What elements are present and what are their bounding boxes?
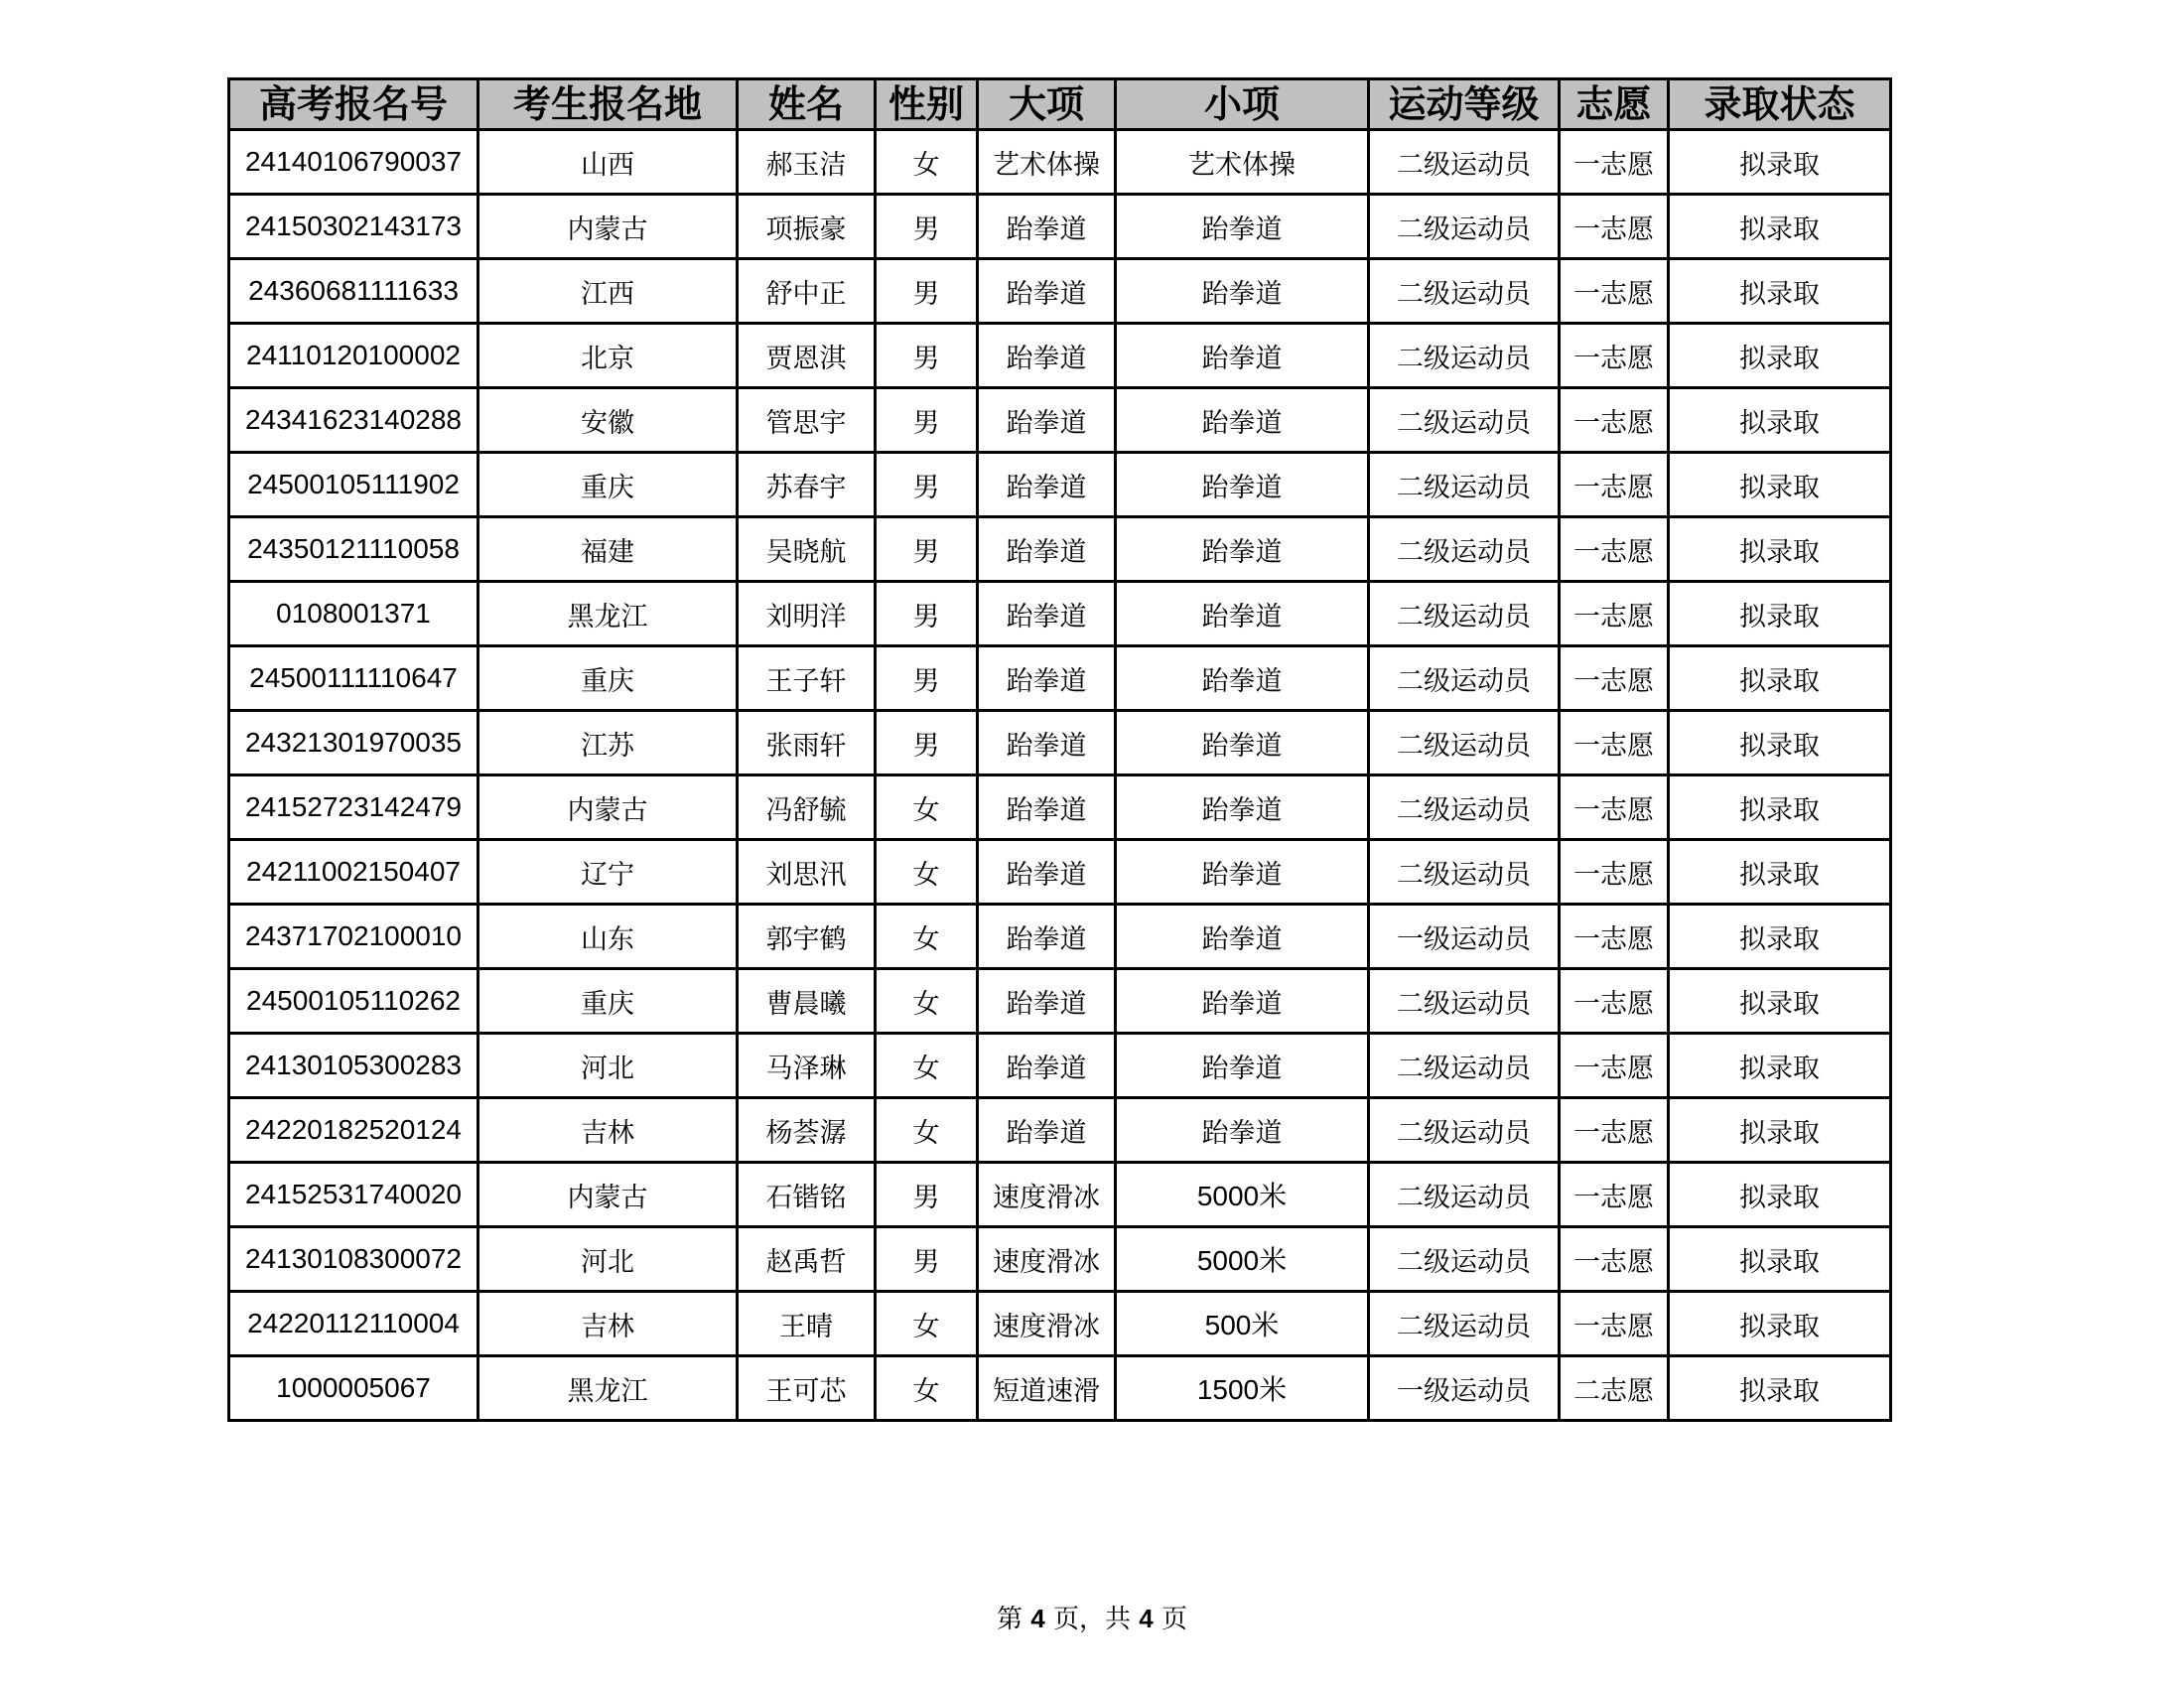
cell-name: 贾恩淇 — [738, 324, 876, 388]
table-body — [229, 130, 1891, 1421]
cell-admission-status: 拟录取 — [1669, 1292, 1891, 1356]
cell-registration-place: 内蒙古 — [478, 775, 738, 840]
cell-sport-event: 跆拳道 — [1116, 259, 1369, 324]
cell-sport-event: 跆拳道 — [1116, 1098, 1369, 1163]
cell-athlete-level: 二级运动员 — [1369, 1163, 1560, 1227]
header-col-athlete-level: 运动等级 — [1369, 79, 1560, 130]
cell-athlete-level: 二级运动员 — [1369, 1227, 1560, 1292]
cell-registration-place: 黑龙江 — [478, 582, 738, 646]
page-footer — [0, 1599, 2184, 1635]
cell-admission-status: 拟录取 — [1669, 969, 1891, 1034]
cell-exam-id: 24130105300283 — [229, 1034, 478, 1098]
cell-registration-place: 黑龙江 — [478, 1356, 738, 1421]
cell-registration-place: 福建 — [478, 517, 738, 582]
cell-admission-status: 拟录取 — [1669, 582, 1891, 646]
cell-gender: 女 — [876, 775, 978, 840]
total-page-number: 4 — [1139, 1604, 1154, 1633]
cell-exam-id: 24350121110058 — [229, 517, 478, 582]
cell-admission-status: 拟录取 — [1669, 1034, 1891, 1098]
cell-registration-place: 辽宁 — [478, 840, 738, 905]
cell-sport-category: 短道速滑 — [978, 1356, 1116, 1421]
table-row — [229, 195, 1891, 259]
cell-name: 杨荟潺 — [738, 1098, 876, 1163]
cell-exam-id: 24500105110262 — [229, 969, 478, 1034]
cell-preference: 一志愿 — [1560, 1034, 1669, 1098]
cell-exam-id: 24371702100010 — [229, 905, 478, 969]
cell-registration-place: 山西 — [478, 130, 738, 195]
cell-sport-category: 跆拳道 — [978, 969, 1116, 1034]
cell-sport-category: 跆拳道 — [978, 259, 1116, 324]
cell-admission-status: 拟录取 — [1669, 388, 1891, 453]
cell-preference: 一志愿 — [1560, 840, 1669, 905]
cell-preference: 一志愿 — [1560, 195, 1669, 259]
cell-gender: 男 — [876, 711, 978, 775]
cell-gender: 女 — [876, 130, 978, 195]
cell-sport-event: 跆拳道 — [1116, 453, 1369, 517]
cell-name: 舒中正 — [738, 259, 876, 324]
cell-sport-category: 跆拳道 — [978, 582, 1116, 646]
cell-registration-place: 河北 — [478, 1227, 738, 1292]
table-row — [229, 905, 1891, 969]
cell-athlete-level: 一级运动员 — [1369, 905, 1560, 969]
cell-exam-id: 24152531740020 — [229, 1163, 478, 1227]
table-row — [229, 388, 1891, 453]
cell-sport-category: 跆拳道 — [978, 1098, 1116, 1163]
cell-exam-id: 24150302143173 — [229, 195, 478, 259]
cell-sport-category: 跆拳道 — [978, 775, 1116, 840]
cell-exam-id: 24211002150407 — [229, 840, 478, 905]
cell-preference: 一志愿 — [1560, 130, 1669, 195]
table-row — [229, 517, 1891, 582]
table-row — [229, 453, 1891, 517]
cell-sport-category: 跆拳道 — [978, 453, 1116, 517]
cell-athlete-level: 二级运动员 — [1369, 1098, 1560, 1163]
cell-gender: 女 — [876, 969, 978, 1034]
cell-preference: 一志愿 — [1560, 1098, 1669, 1163]
cell-preference: 一志愿 — [1560, 775, 1669, 840]
cell-gender: 男 — [876, 646, 978, 711]
cell-exam-id: 24220182520124 — [229, 1098, 478, 1163]
header-col-registration-place: 考生报名地 — [478, 79, 738, 130]
cell-sport-event: 跆拳道 — [1116, 905, 1369, 969]
cell-admission-status: 拟录取 — [1669, 711, 1891, 775]
cell-sport-event: 跆拳道 — [1116, 775, 1369, 840]
cell-sport-event: 5000米 — [1116, 1163, 1369, 1227]
cell-sport-category: 跆拳道 — [978, 195, 1116, 259]
header-col-exam-id: 高考报名号 — [229, 79, 478, 130]
cell-registration-place: 重庆 — [478, 646, 738, 711]
cell-sport-event: 跆拳道 — [1116, 517, 1369, 582]
cell-admission-status: 拟录取 — [1669, 1356, 1891, 1421]
cell-athlete-level: 二级运动员 — [1369, 195, 1560, 259]
table-row — [229, 259, 1891, 324]
table-row — [229, 775, 1891, 840]
cell-sport-category: 跆拳道 — [978, 517, 1116, 582]
cell-sport-category: 跆拳道 — [978, 840, 1116, 905]
cell-sport-event: 跆拳道 — [1116, 646, 1369, 711]
cell-name: 冯舒毓 — [738, 775, 876, 840]
cell-name: 石锴铭 — [738, 1163, 876, 1227]
cell-sport-category: 跆拳道 — [978, 905, 1116, 969]
cell-gender: 男 — [876, 324, 978, 388]
table-row — [229, 711, 1891, 775]
cell-sport-event: 跆拳道 — [1116, 840, 1369, 905]
cell-gender: 女 — [876, 1292, 978, 1356]
cell-sport-event: 1500米 — [1116, 1356, 1369, 1421]
header-col-admission-status: 录取状态 — [1669, 79, 1891, 130]
table-row — [229, 1292, 1891, 1356]
cell-sport-category: 艺术体操 — [978, 130, 1116, 195]
cell-preference: 二志愿 — [1560, 1356, 1669, 1421]
table-row — [229, 1227, 1891, 1292]
cell-registration-place: 山东 — [478, 905, 738, 969]
cell-sport-event: 跆拳道 — [1116, 711, 1369, 775]
header-col-preference: 志愿 — [1560, 79, 1669, 130]
cell-athlete-level: 二级运动员 — [1369, 1034, 1560, 1098]
cell-name: 曹晨曦 — [738, 969, 876, 1034]
cell-sport-category: 跆拳道 — [978, 388, 1116, 453]
cell-sport-event: 跆拳道 — [1116, 969, 1369, 1034]
cell-name: 王子轩 — [738, 646, 876, 711]
table-row — [229, 1098, 1891, 1163]
table-row — [229, 840, 1891, 905]
table-row — [229, 1163, 1891, 1227]
cell-name: 刘思汛 — [738, 840, 876, 905]
current-page-number: 4 — [1030, 1604, 1045, 1633]
cell-registration-place: 河北 — [478, 1034, 738, 1098]
cell-name: 项振豪 — [738, 195, 876, 259]
footer-prefix: 第 — [996, 1605, 1023, 1634]
cell-name: 赵禹哲 — [738, 1227, 876, 1292]
cell-athlete-level: 二级运动员 — [1369, 711, 1560, 775]
cell-sport-event: 5000米 — [1116, 1227, 1369, 1292]
cell-preference: 一志愿 — [1560, 259, 1669, 324]
cell-gender: 男 — [876, 582, 978, 646]
cell-admission-status: 拟录取 — [1669, 130, 1891, 195]
cell-preference: 一志愿 — [1560, 453, 1669, 517]
cell-sport-category: 速度滑冰 — [978, 1227, 1116, 1292]
cell-exam-id: 24500105111902 — [229, 453, 478, 517]
cell-athlete-level: 二级运动员 — [1369, 969, 1560, 1034]
cell-name: 王晴 — [738, 1292, 876, 1356]
cell-exam-id: 24220112110004 — [229, 1292, 478, 1356]
cell-athlete-level: 二级运动员 — [1369, 840, 1560, 905]
table-row — [229, 646, 1891, 711]
cell-sport-category: 速度滑冰 — [978, 1292, 1116, 1356]
cell-gender: 女 — [876, 1356, 978, 1421]
cell-athlete-level: 二级运动员 — [1369, 259, 1560, 324]
admission-table — [227, 77, 1892, 1422]
cell-gender: 男 — [876, 453, 978, 517]
cell-exam-id: 0108001371 — [229, 582, 478, 646]
cell-sport-event: 艺术体操 — [1116, 130, 1369, 195]
cell-exam-id: 24110120100002 — [229, 324, 478, 388]
cell-registration-place: 北京 — [478, 324, 738, 388]
table-row — [229, 324, 1891, 388]
cell-sport-event: 跆拳道 — [1116, 582, 1369, 646]
cell-registration-place: 吉林 — [478, 1098, 738, 1163]
cell-registration-place: 江苏 — [478, 711, 738, 775]
cell-name: 吴晓航 — [738, 517, 876, 582]
cell-sport-category: 跆拳道 — [978, 711, 1116, 775]
cell-preference: 一志愿 — [1560, 1163, 1669, 1227]
cell-admission-status: 拟录取 — [1669, 1098, 1891, 1163]
cell-athlete-level: 二级运动员 — [1369, 582, 1560, 646]
cell-gender: 女 — [876, 840, 978, 905]
cell-registration-place: 安徽 — [478, 388, 738, 453]
cell-sport-category: 速度滑冰 — [978, 1163, 1116, 1227]
cell-admission-status: 拟录取 — [1669, 646, 1891, 711]
header-col-gender: 性别 — [876, 79, 978, 130]
cell-athlete-level: 二级运动员 — [1369, 775, 1560, 840]
cell-exam-id: 24321301970035 — [229, 711, 478, 775]
cell-gender: 男 — [876, 1227, 978, 1292]
cell-sport-event: 跆拳道 — [1116, 1034, 1369, 1098]
cell-admission-status: 拟录取 — [1669, 905, 1891, 969]
cell-athlete-level: 二级运动员 — [1369, 646, 1560, 711]
cell-registration-place: 内蒙古 — [478, 195, 738, 259]
cell-name: 王可芯 — [738, 1356, 876, 1421]
cell-name: 苏春宇 — [738, 453, 876, 517]
cell-sport-category: 跆拳道 — [978, 1034, 1116, 1098]
cell-athlete-level: 二级运动员 — [1369, 130, 1560, 195]
cell-gender: 女 — [876, 905, 978, 969]
cell-name: 郭宇鹤 — [738, 905, 876, 969]
cell-gender: 男 — [876, 517, 978, 582]
cell-admission-status: 拟录取 — [1669, 453, 1891, 517]
cell-sport-event: 跆拳道 — [1116, 324, 1369, 388]
cell-preference: 一志愿 — [1560, 646, 1669, 711]
header-col-sport-event: 小项 — [1116, 79, 1369, 130]
cell-gender: 男 — [876, 195, 978, 259]
cell-gender: 男 — [876, 1163, 978, 1227]
cell-athlete-level: 二级运动员 — [1369, 324, 1560, 388]
cell-registration-place: 江西 — [478, 259, 738, 324]
cell-sport-category: 跆拳道 — [978, 324, 1116, 388]
cell-exam-id: 1000005067 — [229, 1356, 478, 1421]
cell-name: 马泽琳 — [738, 1034, 876, 1098]
cell-preference: 一志愿 — [1560, 1227, 1669, 1292]
cell-exam-id: 24140106790037 — [229, 130, 478, 195]
header-col-sport-category: 大项 — [978, 79, 1116, 130]
cell-preference: 一志愿 — [1560, 582, 1669, 646]
table-row — [229, 969, 1891, 1034]
cell-gender: 女 — [876, 1034, 978, 1098]
table-row — [229, 1356, 1891, 1421]
table-row — [229, 582, 1891, 646]
cell-exam-id: 24341623140288 — [229, 388, 478, 453]
cell-name: 郝玉洁 — [738, 130, 876, 195]
cell-admission-status: 拟录取 — [1669, 840, 1891, 905]
cell-athlete-level: 二级运动员 — [1369, 517, 1560, 582]
cell-registration-place: 重庆 — [478, 969, 738, 1034]
cell-gender: 女 — [876, 1098, 978, 1163]
cell-name: 刘明洋 — [738, 582, 876, 646]
cell-exam-id: 24500111110647 — [229, 646, 478, 711]
admission-table-container — [227, 77, 1892, 1422]
cell-preference: 一志愿 — [1560, 517, 1669, 582]
cell-gender: 男 — [876, 259, 978, 324]
cell-name: 管思宇 — [738, 388, 876, 453]
footer-suffix: 页 — [1161, 1605, 1188, 1634]
cell-exam-id: 24360681111633 — [229, 259, 478, 324]
table-header-row — [229, 79, 1891, 130]
cell-admission-status: 拟录取 — [1669, 259, 1891, 324]
cell-athlete-level: 二级运动员 — [1369, 1292, 1560, 1356]
cell-exam-id: 24152723142479 — [229, 775, 478, 840]
cell-preference: 一志愿 — [1560, 905, 1669, 969]
cell-admission-status: 拟录取 — [1669, 1163, 1891, 1227]
cell-registration-place: 内蒙古 — [478, 1163, 738, 1227]
cell-registration-place: 重庆 — [478, 453, 738, 517]
cell-admission-status: 拟录取 — [1669, 324, 1891, 388]
cell-gender: 男 — [876, 388, 978, 453]
cell-admission-status: 拟录取 — [1669, 517, 1891, 582]
cell-admission-status: 拟录取 — [1669, 775, 1891, 840]
cell-sport-event: 500米 — [1116, 1292, 1369, 1356]
cell-registration-place: 吉林 — [478, 1292, 738, 1356]
table-row — [229, 1034, 1891, 1098]
cell-exam-id: 24130108300072 — [229, 1227, 478, 1292]
cell-preference: 一志愿 — [1560, 388, 1669, 453]
cell-preference: 一志愿 — [1560, 711, 1669, 775]
cell-athlete-level: 一级运动员 — [1369, 1356, 1560, 1421]
cell-preference: 一志愿 — [1560, 324, 1669, 388]
cell-admission-status: 拟录取 — [1669, 195, 1891, 259]
header-col-name: 姓名 — [738, 79, 876, 130]
table-row — [229, 130, 1891, 195]
cell-sport-event: 跆拳道 — [1116, 388, 1369, 453]
cell-athlete-level: 二级运动员 — [1369, 388, 1560, 453]
cell-admission-status: 拟录取 — [1669, 1227, 1891, 1292]
cell-athlete-level: 二级运动员 — [1369, 453, 1560, 517]
cell-sport-event: 跆拳道 — [1116, 195, 1369, 259]
cell-sport-category: 跆拳道 — [978, 646, 1116, 711]
footer-middle: 页，共 — [1052, 1605, 1131, 1634]
cell-name: 张雨轩 — [738, 711, 876, 775]
cell-preference: 一志愿 — [1560, 969, 1669, 1034]
cell-preference: 一志愿 — [1560, 1292, 1669, 1356]
